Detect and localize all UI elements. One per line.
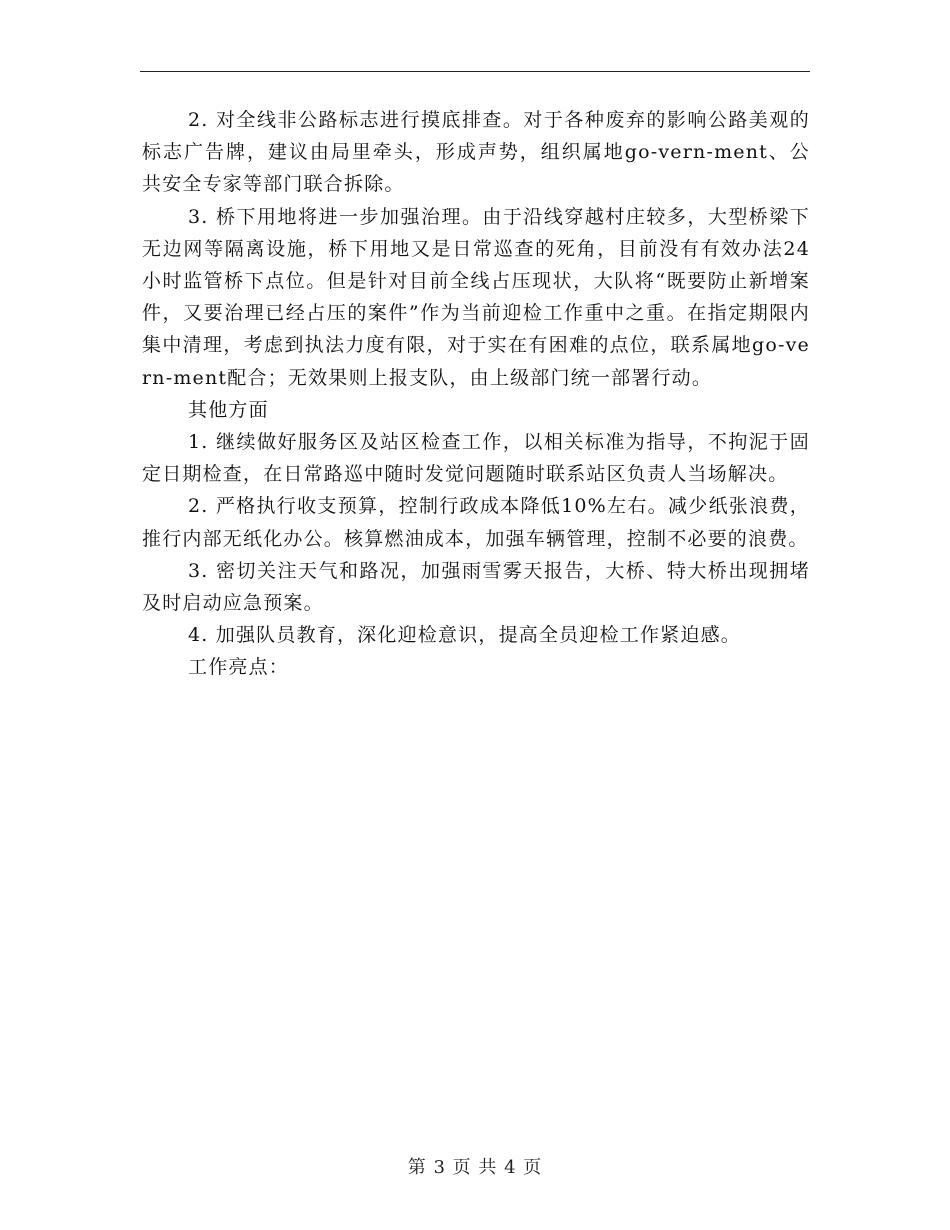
section-heading-highlights: 工作亮点： (188, 656, 290, 679)
paragraph-item-1-service-area: 1. 继续做好服务区及站区检查工作，以相关标准为指导，不拘泥于固定日期检查，在日常路巡中随时发觉问题随时联系站区负责人当场解决。 (142, 431, 810, 486)
paragraph-item-3-weather: 3. 密切关注天气和路况，加强雨雪雾天报告，大桥、特大桥出现拥堵及时启动应急预案。 (142, 559, 810, 615)
paragraph-item-2-budget: 2. 严格执行收支预算，控制行政成本降低10%左右。减少纸张浪费，推行内部无纸化办公。核算燃油成本，加强车辆管理，控制不必要的浪费。 (142, 495, 810, 550)
document-body (142, 104, 810, 684)
section-heading-other: 其他方面 (188, 398, 269, 421)
header-rule (140, 71, 810, 72)
paragraph-item-2-signs: 2. 对全线非公路标志进行摸底排查。对于各种废弃的影响公路美观的标志广告牌，建议由局里牵头，形成声势，组织属地go-vern-ment、公共安全专家等部门联合拆除。 (142, 109, 810, 196)
paragraph-item-3-bridge-land: 3. 桥下用地将进一步加强治理。由于沿线穿越村庄较多，大型桥梁下无边网等隔离设施，桥下用地又是日常巡查的死角，目前没有有效办法24小时监管桥下点位。但是针对目前全线占压现状，大队将“既要防止新增案件，又要治理已经占压的案件”作为当前迎检工作重中之重。在指定期限内集中清理，考虑到执法力度有限，对于实在有困难的点位，联系属地go-vern-ment配合；无效果则上报支队，由上级部门统一部署行动。 (142, 205, 810, 389)
paragraph-item-4-education: 4. 加强队员教育，深化迎检意识，提高全员迎检工作紧迫感。 (188, 624, 741, 647)
page-footer: 第 3 页 共 4 页 (407, 1157, 543, 1178)
